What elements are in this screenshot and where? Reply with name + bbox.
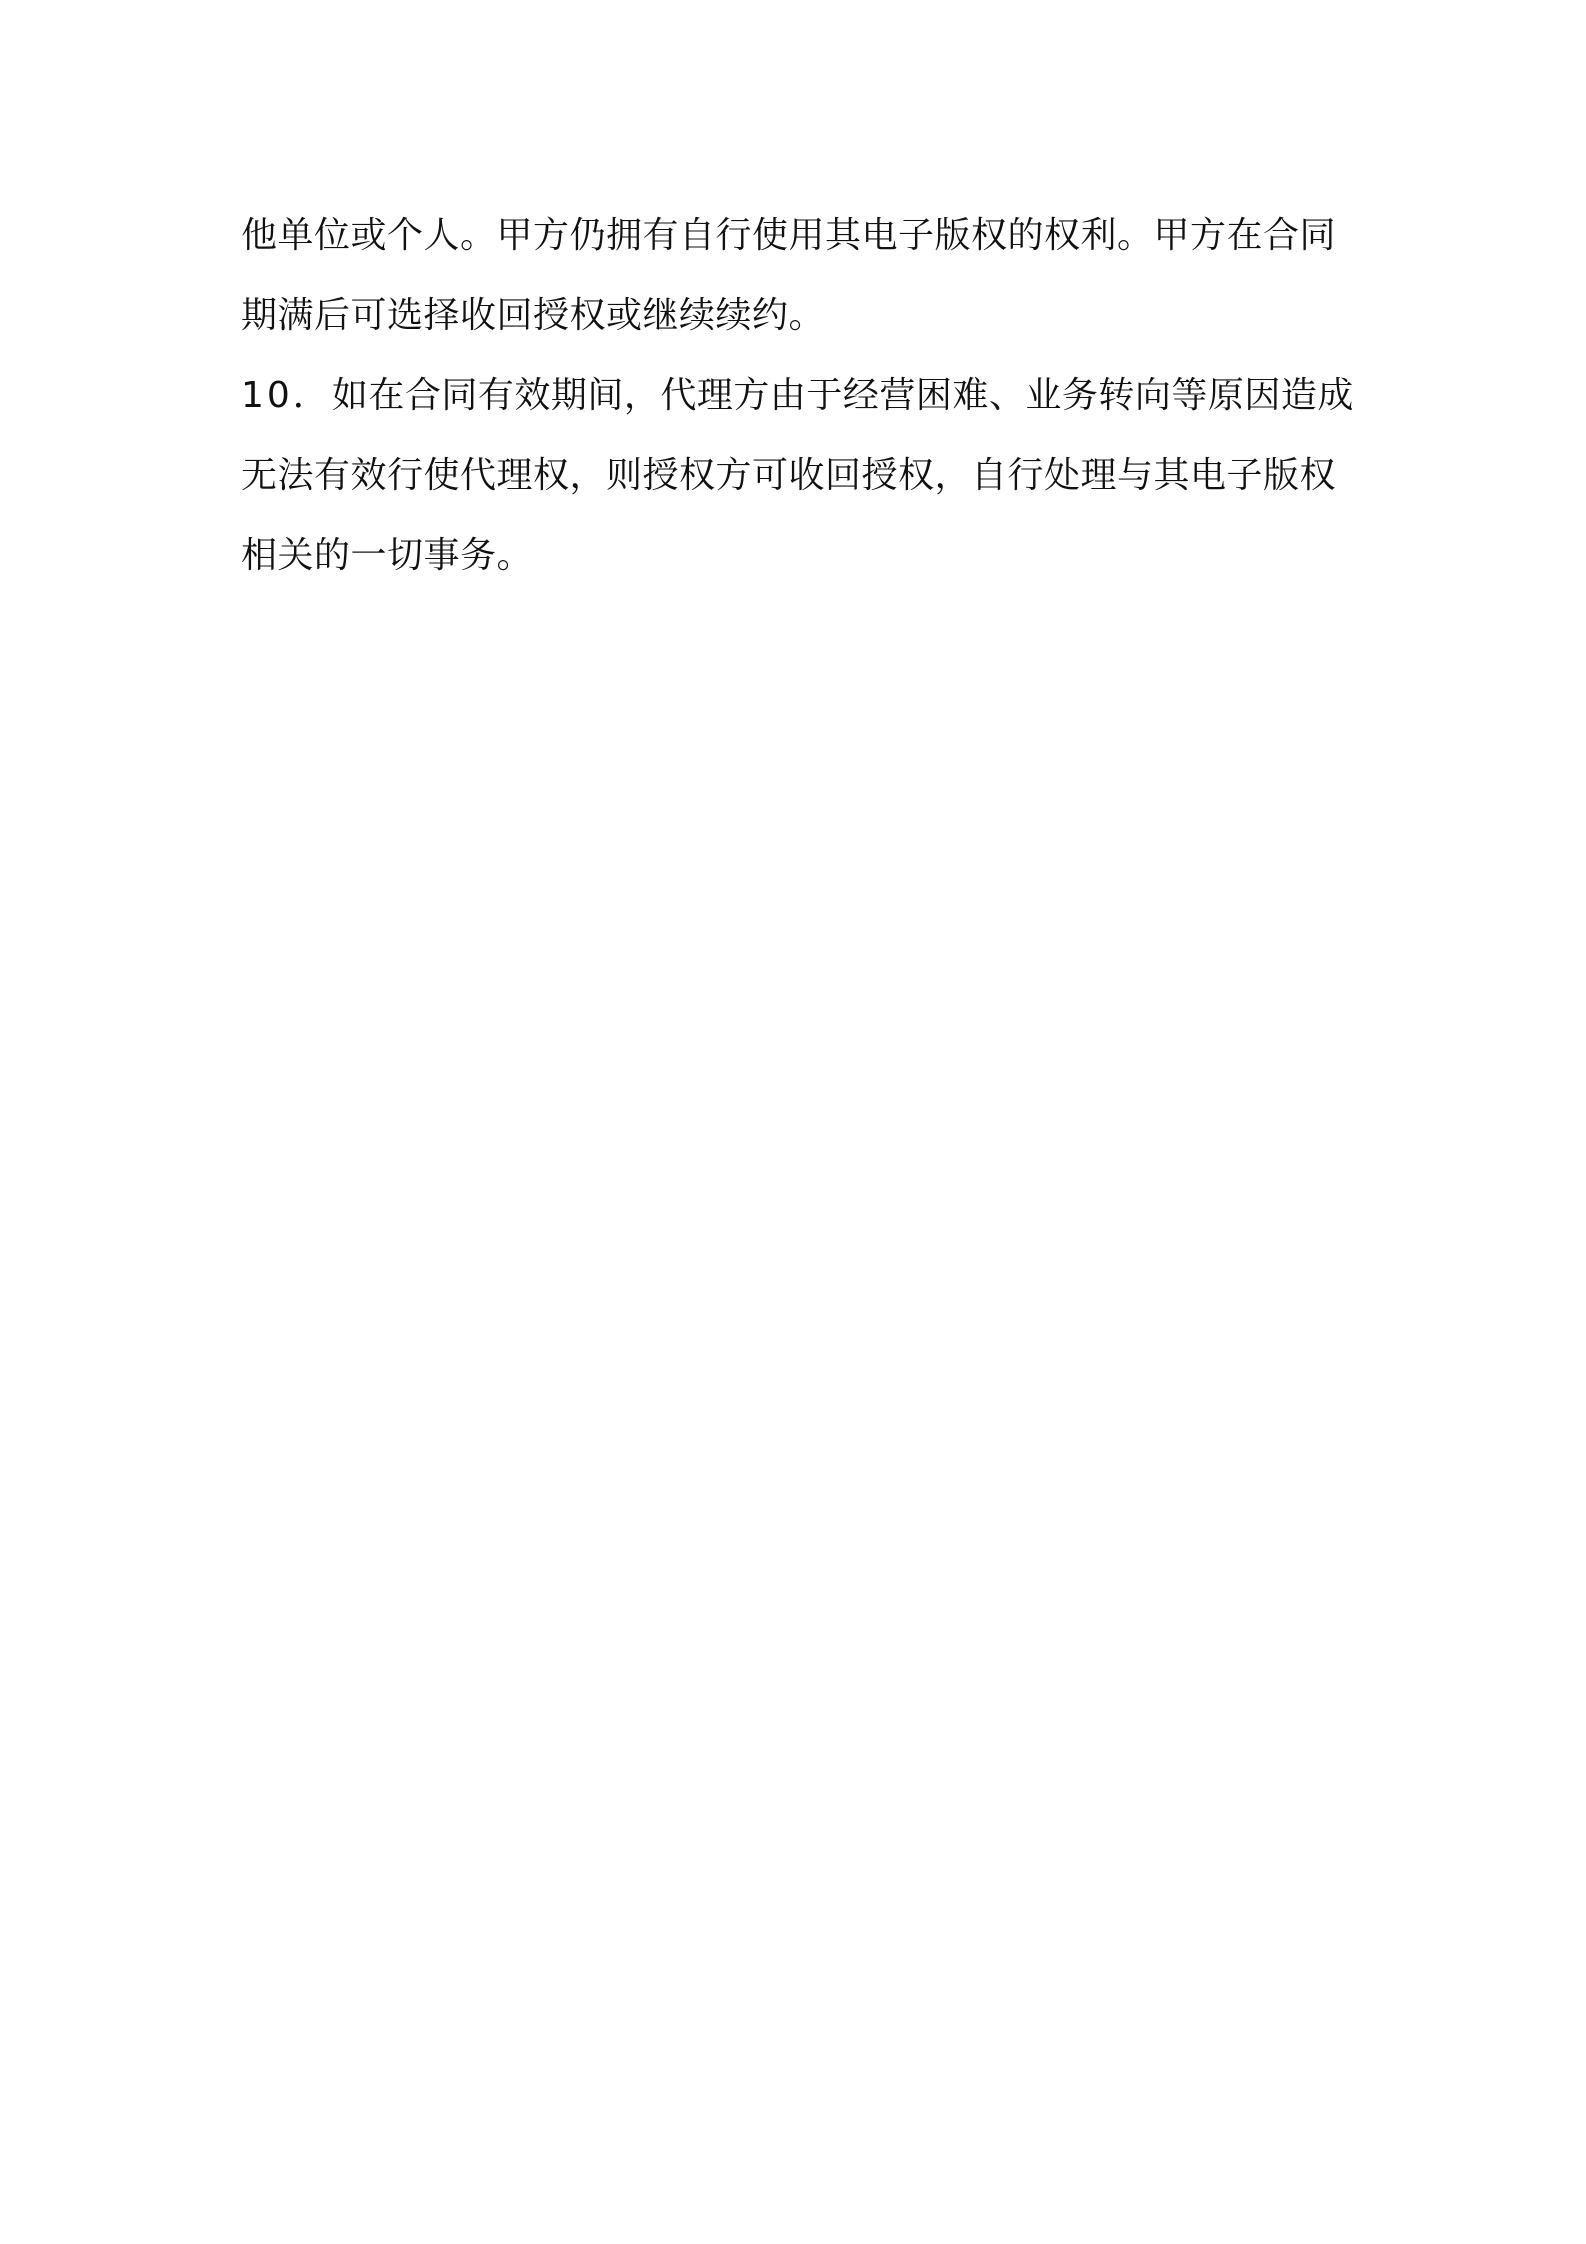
clause-number: 10． (241, 375, 332, 416)
text-line: 无法有效行使代理权，则授权方可收回授权，自行处理与其电子版权 (241, 455, 1337, 496)
clause-10-first-line (241, 356, 1361, 436)
text-line: 相关的一切事务。 (241, 535, 534, 576)
text-line: 他单位或个人。甲方仍拥有自行使用其电子版权的权利。甲方在合同 (241, 215, 1337, 256)
contract-text (241, 196, 1361, 596)
clause-text: 如在合同有效期间，代理方由于经营困难、业务转向等原因造成 (331, 375, 1354, 416)
text-line: 期满后可选择收回授权或继续续约。 (241, 295, 826, 336)
